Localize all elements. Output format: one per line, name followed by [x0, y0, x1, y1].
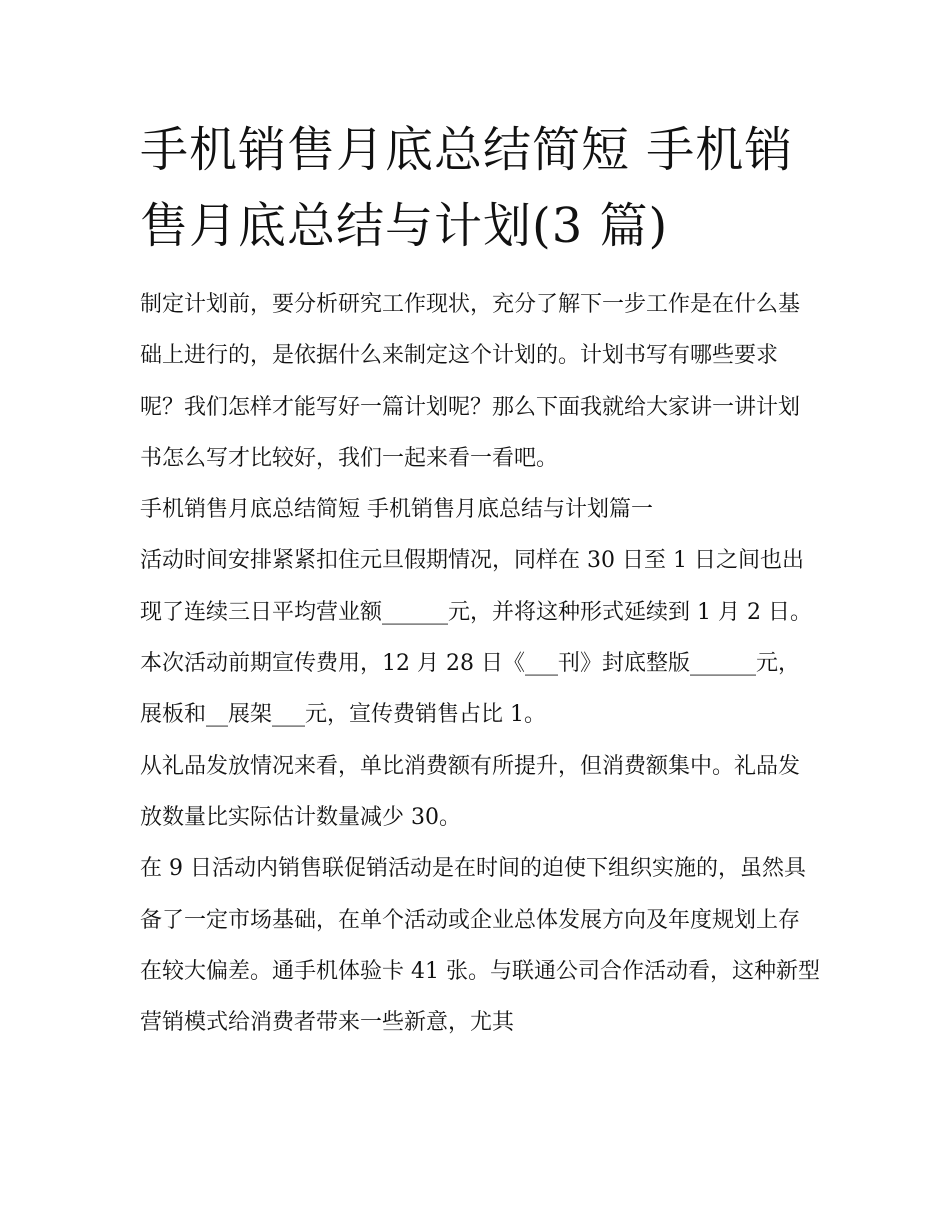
gift-distribution-paragraph: 从礼品发放情况来看，单比消费额有所提升，但消费额集中。礼品发放数量比实际估计数量减少 30。 [140, 753, 801, 830]
joint-promotion-paragraph: 在 9 日活动内销售联促销活动是在时间的迫使下组织实施的，虽然具备了一定市场基础，在单个活动或企业总体发展方向及年度规划上存在较大偏差。通手机体验卡 41 张。与联通公司合作活动看，这种新型营销模式给消费者带来一些新意，尤其 [140, 856, 820, 1036]
section-heading: 手机销售月底总结简短 手机销售月底总结与计划篇一 [140, 497, 653, 523]
intro-paragraph: 制定计划前，要分析研究工作现状，充分了解下一步工作是在什么基础上进行的，是依据什么来制定这个计划的。计划书写有哪些要求呢？我们怎样才能写好一篇计划呢？那么下面我就给大家讲一讲计划书怎么写才比较好，我们一起来看一看吧。 [140, 292, 801, 471]
document-title: 手机销售月底总结简短 手机销售月底总结与计划(3 篇) [140, 122, 794, 254]
activity-time-paragraph: 活动时间安排紧紧扣住元旦假期情况，同样在 30 日至 1 日之间也出现了连续三日平均营业额______元，并将这种形式延续到 1 月 2 日。 [140, 548, 812, 625]
promotion-cost-paragraph: 本次活动前期宣传费用，12 月 28 日《___刊》封底整版______元，展板和__展架___元，宣传费销售占比 1。 [140, 651, 800, 728]
document-body [140, 279, 820, 1048]
